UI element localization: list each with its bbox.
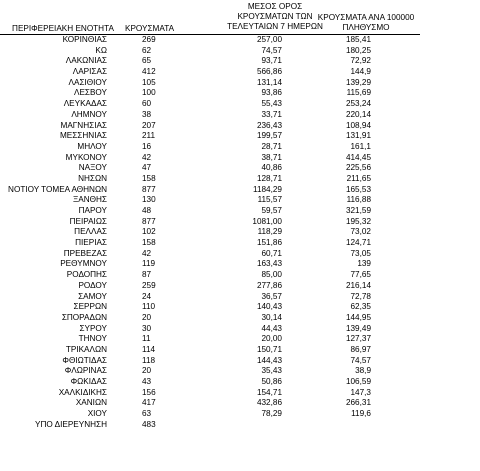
cell-cases: 483	[142, 419, 156, 429]
cell-cases-per-100k: 116,88	[346, 195, 371, 205]
cell-cases-per-100k: 62,35	[350, 302, 371, 312]
cell-region: ΦΛΩΡΙΝΑΣ	[64, 366, 107, 376]
cell-cases: 417	[142, 398, 156, 408]
table-row	[0, 409, 480, 420]
cell-cases-per-100k: 216,14	[345, 280, 371, 290]
cell-seven-day-average: 199,57	[256, 131, 282, 141]
table-row	[0, 142, 480, 153]
header-cases-per-100k	[314, 13, 418, 33]
table-row	[0, 195, 480, 206]
table-row	[0, 388, 480, 399]
table-row	[0, 153, 480, 164]
cell-cases: 158	[142, 238, 156, 248]
cell-cases-per-100k: 195,32	[345, 216, 371, 226]
table-row	[0, 185, 480, 196]
cell-seven-day-average: 131,14	[256, 77, 282, 87]
cell-region: ΠΑΡΟΥ	[78, 206, 107, 215]
cell-seven-day-average: 55,43	[261, 99, 282, 109]
cell-cases-per-100k: 106,59	[345, 377, 371, 386]
cell-cases-per-100k: 139	[357, 259, 371, 269]
cell-cases-per-100k: 72,78	[350, 291, 371, 301]
table-row	[0, 163, 480, 174]
cell-cases: 105	[142, 77, 156, 87]
cell-region: ΛΕΣΒΟΥ	[73, 88, 107, 98]
table-row	[0, 313, 480, 324]
cell-cases: 62	[142, 45, 152, 55]
cell-region: ΧΑΛΚΙΔΙΚΗΣ	[58, 387, 107, 397]
cell-region: ΧΙΟΥ	[87, 409, 107, 419]
cell-cases: 114	[142, 344, 156, 354]
cell-cases-per-100k: 185,41	[345, 35, 371, 44]
cell-seven-day-average: 60,71	[261, 248, 282, 258]
cell-seven-day-average: 150,71	[256, 344, 282, 354]
cell-region: ΞΑΝΘΗΣ	[72, 195, 107, 205]
cell-region: ΣΕΡΡΩΝ	[73, 302, 107, 312]
cell-seven-day-average: 140,43	[256, 302, 282, 312]
cell-cases: 43	[142, 377, 152, 386]
cell-seven-day-average: 40,86	[261, 163, 282, 173]
cell-cases-per-100k: 38,9	[355, 366, 371, 376]
cell-seven-day-average: 85,00	[261, 270, 282, 280]
cell-cases-per-100k: 180,25	[345, 45, 371, 55]
table-row	[0, 99, 480, 110]
cell-region: ΡΟΔΟΠΗΣ	[66, 270, 107, 280]
cell-cases: 30	[142, 323, 152, 333]
table-row	[0, 121, 480, 132]
cell-cases: 130	[142, 195, 156, 205]
table-row	[0, 281, 480, 292]
cell-region: ΜΑΓΝΗΣΙΑΣ	[60, 120, 107, 130]
cell-cases-per-100k: 321,59	[345, 206, 371, 215]
cell-seven-day-average: 163,43	[256, 259, 282, 269]
cell-seven-day-average: 93,86	[261, 88, 282, 98]
cell-region: ΜΗΛΟΥ	[77, 141, 107, 151]
cell-cases: 102	[142, 227, 156, 237]
cell-region: ΣΥΡΟΥ	[79, 323, 107, 333]
header-per-line2: ΠΛΗΘΥΣΜΟ	[342, 23, 390, 32]
cell-cases-per-100k: 165,53	[345, 184, 371, 194]
cell-cases-per-100k: 124,71	[345, 238, 371, 248]
cell-region: ΦΘΙΩΤΙΔΑΣ	[62, 355, 107, 365]
cell-cases: 24	[142, 291, 152, 301]
cell-region: ΣΑΜΟΥ	[78, 291, 107, 301]
cell-cases: 20	[142, 312, 152, 322]
cell-region: ΧΑΝΙΩΝ	[75, 398, 107, 408]
header-avg-line1: ΜΕΣΟΣ ΟΡΟΣ	[247, 2, 303, 11]
cell-seven-day-average: 74,57	[261, 45, 282, 55]
table-row	[0, 78, 480, 89]
table-row	[0, 377, 480, 388]
cell-cases: 63	[142, 409, 152, 419]
table-row	[0, 35, 480, 46]
cell-seven-day-average: 128,71	[256, 173, 282, 183]
cell-seven-day-average: 115,57	[257, 195, 282, 205]
cell-region: ΜΕΣΣΗΝΙΑΣ	[59, 131, 107, 141]
cell-seven-day-average: 93,71	[261, 56, 282, 66]
cell-region: ΦΩΚΙΔΑΣ	[70, 377, 107, 386]
header-per-line1: ΚΡΟΥΣΜΑΤΑ ΑΝΑ 100000	[317, 13, 415, 22]
cell-cases-per-100k: 161,1	[350, 141, 371, 151]
cell-cases-per-100k: 86,97	[350, 344, 371, 354]
cell-cases: 38	[142, 109, 152, 119]
table-row	[0, 88, 480, 99]
table-row	[0, 227, 480, 238]
cell-cases: 412	[142, 67, 156, 77]
cell-seven-day-average: 151,86	[256, 238, 282, 248]
cell-seven-day-average: 1081,00	[252, 216, 282, 226]
cell-region: ΠΕΛΛΑΣ	[74, 227, 107, 237]
cell-seven-day-average: 36,57	[261, 291, 282, 301]
cell-region: ΝΟΤΙΟΥ ΤΟΜΕΑ ΑΘΗΝΩΝ	[8, 184, 107, 194]
cell-region: ΠΡΕΒΕΖΑΣ	[63, 248, 107, 258]
table-row	[0, 46, 480, 57]
cell-seven-day-average: 154,71	[256, 387, 282, 397]
cell-seven-day-average: 33,71	[261, 109, 282, 119]
header-region: ΠΕΡΙΦΕΡΕΙΑΚΗ ΕΝΟΤΗΤΑ	[12, 24, 114, 33]
cell-seven-day-average: 566,86	[256, 67, 282, 77]
cell-region: ΥΠΟ ΔΙΕΡΕΥΝΗΣΗ	[35, 419, 107, 429]
cell-cases: 158	[142, 173, 156, 183]
table-row	[0, 206, 480, 217]
cell-seven-day-average: 59,57	[261, 206, 282, 215]
cell-cases-per-100k: 115,69	[346, 88, 371, 98]
cell-region: ΛΗΜΝΟΥ	[71, 109, 107, 119]
cell-region: ΚΩ	[95, 45, 107, 55]
cell-seven-day-average: 28,71	[261, 141, 282, 151]
cell-region: ΛΑΣΙΘΙΟΥ	[68, 77, 107, 87]
cell-cases: 269	[142, 35, 156, 44]
header-avg-line2: ΚΡΟΥΣΜΑΤΩΝ ΤΩΝ	[237, 12, 313, 21]
cell-cases-per-100k: 139,49	[345, 323, 371, 333]
cell-region: ΚΟΡΙΝΘΙΑΣ	[62, 35, 107, 44]
cell-cases: 156	[142, 387, 156, 397]
table-row	[0, 56, 480, 67]
cell-cases: 207	[142, 120, 156, 130]
cell-cases-per-100k: 144,9	[350, 67, 371, 77]
table-row	[0, 356, 480, 367]
cell-region: ΡΟΔΟΥ	[78, 280, 107, 290]
cell-seven-day-average: 144,43	[256, 355, 282, 365]
cell-cases: 110	[142, 302, 156, 312]
cell-seven-day-average: 118,29	[257, 227, 282, 237]
cell-cases-per-100k: 211,65	[346, 173, 371, 183]
cell-cases: 16	[142, 141, 152, 151]
table-row	[0, 238, 480, 249]
cell-cases: 42	[142, 248, 152, 258]
cell-cases: 118	[142, 355, 156, 365]
header-cases: ΚΡΟΥΣΜΑΤΑ	[125, 24, 175, 33]
cell-seven-day-average: 257,00	[256, 35, 282, 44]
table-row	[0, 366, 480, 377]
cell-region: ΜΥΚΟΝΟΥ	[65, 152, 107, 162]
cell-region: ΝΑΞΟΥ	[78, 163, 107, 173]
cell-cases-per-100k: 73,02	[350, 227, 371, 237]
cell-seven-day-average: 277,86	[256, 280, 282, 290]
cell-cases-per-100k: 119,6	[351, 409, 371, 419]
cell-cases-per-100k: 147,3	[350, 387, 371, 397]
cell-cases-per-100k: 139,29	[345, 77, 371, 87]
cell-seven-day-average: 236,43	[256, 120, 282, 130]
cell-seven-day-average: 35,43	[261, 366, 282, 376]
cell-cases: 119	[142, 259, 156, 269]
cell-cases: 60	[142, 99, 152, 109]
table-row	[0, 324, 480, 335]
table-row	[0, 67, 480, 78]
cell-cases: 877	[142, 216, 156, 226]
cell-cases: 877	[142, 184, 156, 194]
cell-cases-per-100k: 414,45	[345, 152, 371, 162]
cell-cases: 100	[142, 88, 156, 98]
cell-cases-per-100k: 74,57	[350, 355, 371, 365]
header-avg-line3: ΤΕΛΕΥΤΑΙΩΝ 7 ΗΜΕΡΩΝ	[227, 22, 323, 31]
cell-cases-per-100k: 77,65	[350, 270, 371, 280]
cell-seven-day-average: 432,86	[256, 398, 282, 408]
header-seven-day-average	[222, 2, 328, 32]
cell-cases-per-100k: 73,05	[350, 248, 371, 258]
cell-cases: 48	[142, 206, 152, 215]
table-row	[0, 334, 480, 345]
cell-region: ΛΕΥΚΑΔΑΣ	[63, 99, 107, 109]
cell-region: ΛΑΚΩΝΙΑΣ	[65, 56, 107, 66]
cell-seven-day-average: 1184,29	[253, 184, 282, 194]
table-header	[0, 0, 480, 34]
cell-seven-day-average: 44,43	[261, 323, 282, 333]
cell-region: ΤΗΝΟΥ	[78, 334, 107, 344]
cell-region: ΝΗΣΩΝ	[78, 173, 107, 183]
cell-cases: 87	[142, 270, 152, 280]
table-row	[0, 302, 480, 313]
cell-cases: 259	[142, 280, 156, 290]
cell-cases-per-100k: 266,31	[345, 398, 371, 408]
cell-seven-day-average: 30,14	[261, 312, 282, 322]
table-row	[0, 110, 480, 121]
cell-region: ΤΡΙΚΑΛΩΝ	[65, 344, 107, 354]
table-row	[0, 249, 480, 260]
cell-region: ΛΑΡΙΣΑΣ	[72, 67, 107, 77]
table-row	[0, 217, 480, 228]
cell-cases: 20	[142, 366, 152, 376]
cell-cases-per-100k: 131,91	[345, 131, 371, 141]
cell-seven-day-average: 20,00	[261, 334, 282, 344]
cell-region: ΠΕΙΡΑΙΩΣ	[69, 216, 107, 226]
table-row	[0, 174, 480, 185]
table-row	[0, 259, 480, 270]
cell-seven-day-average: 38,71	[261, 152, 282, 162]
cell-cases: 42	[142, 152, 152, 162]
cell-cases: 65	[142, 56, 152, 66]
cell-region: ΣΠΟΡΑΔΩΝ	[61, 312, 107, 322]
cell-region: ΠΙΕΡΙΑΣ	[75, 238, 107, 248]
table-row	[0, 270, 480, 281]
table-row	[0, 420, 480, 431]
cell-cases-per-100k: 225,56	[345, 163, 371, 173]
table-body	[0, 35, 480, 430]
cell-cases-per-100k: 108,94	[345, 120, 371, 130]
cell-cases: 47	[142, 163, 152, 173]
cell-cases-per-100k: 127,37	[345, 334, 371, 344]
cell-cases-per-100k: 72,92	[350, 56, 371, 66]
table-row	[0, 131, 480, 142]
cell-cases-per-100k: 253,24	[345, 99, 371, 109]
table-row	[0, 398, 480, 409]
table-row	[0, 345, 480, 356]
cell-cases: 11	[142, 334, 151, 344]
cell-seven-day-average: 78,29	[261, 409, 282, 419]
cell-region: ΡΕΘΥΜΝΟΥ	[60, 259, 107, 269]
cell-cases: 211	[142, 131, 156, 141]
cell-cases-per-100k: 144,95	[345, 312, 371, 322]
cell-seven-day-average: 50,86	[261, 377, 282, 386]
cell-cases-per-100k: 220,14	[345, 109, 371, 119]
table-row	[0, 292, 480, 303]
